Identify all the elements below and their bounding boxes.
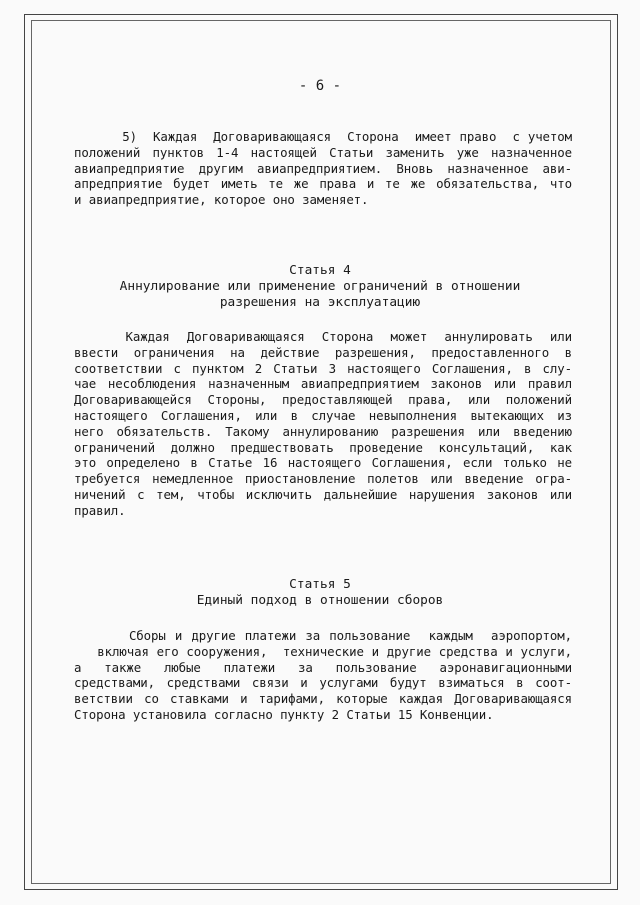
text-line: ввести ограничения на действие разрешения, предоставленного в xyxy=(74,344,572,360)
text-line: положений пунктов 1-4 настоящей Статьи заменить уже назначенное xyxy=(74,144,572,160)
text-line: апредприятие будет иметь те же права и те же обязательства, что xyxy=(74,176,572,192)
article-5-heading xyxy=(0,577,640,609)
article-4-heading xyxy=(0,263,640,310)
article-subtitle-line: разрешения на эксплуатацию xyxy=(219,294,421,310)
article-subtitle-line: Аннулирование или применение ограничений в отношении xyxy=(119,278,521,294)
text-line: соответствии с пунктом 2 Статьи 3 настоящего Соглашения, в слу- xyxy=(74,360,572,376)
text-line: авиапредприятие другим авиапредприятием. Вновь назначенное ави- xyxy=(74,160,572,176)
text-line: настоящего Соглашения, или в случае невыполнения вытекающих из xyxy=(74,407,572,423)
text-line: требуется немедленное приостановление полетов или введение огра- xyxy=(74,471,572,487)
text-line: Каждая Договаривающаяся Сторона может аннулировать или xyxy=(74,329,572,344)
text-line: Сторона установила согласно пункту 2 Статьи 15 Конвенции. xyxy=(74,706,494,722)
text-line: Сборы и другие платежи за пользование каждым аэропортом, xyxy=(74,628,572,643)
text-line: Договаривающейся Стороны, предоставляющей права, или положений xyxy=(74,392,572,408)
text-line: а также любые платежи за пользование аэронавигационными xyxy=(74,659,572,675)
article-title: Статья 4 xyxy=(289,263,351,278)
article-title: Статья 5 xyxy=(289,577,351,592)
article-5-body xyxy=(74,628,572,723)
text-line: него обязательств. Такому аннулированию разрешения или введению xyxy=(74,423,572,439)
text-line: правил. xyxy=(74,502,126,518)
text-line: ограничений должно предшествовать проведение консультаций, как xyxy=(74,439,572,455)
text-line: ничений с тем, чтобы исключить дальнейшие нарушения законов или xyxy=(74,486,572,502)
page-number: - 6 - xyxy=(298,78,342,94)
text-line: и авиапредприятие, которое оно заменяет. xyxy=(74,192,369,208)
text-line: 5) Каждая Договаривающаяся Сторона имеет право с учетом xyxy=(74,129,572,144)
article-4-body xyxy=(74,329,572,519)
text-line: средствами, средствами связи и услугами будут взиматься в соот- xyxy=(74,675,572,691)
article-subtitle-line: Единый подход в отношении сборов xyxy=(196,592,444,608)
paragraph-5 xyxy=(74,129,572,208)
text-line: ветствии со ставками и тарифами, которые каждая Договаривающаяся xyxy=(74,691,572,707)
text-line: чае несоблюдения назначенным авиапредприятием законов или правил xyxy=(74,376,572,392)
text-line: включая его сооружения, технические и другие средства и услуги, xyxy=(74,643,572,659)
text-line: это определено в Статье 16 настоящего Соглашения, если только не xyxy=(74,455,572,471)
